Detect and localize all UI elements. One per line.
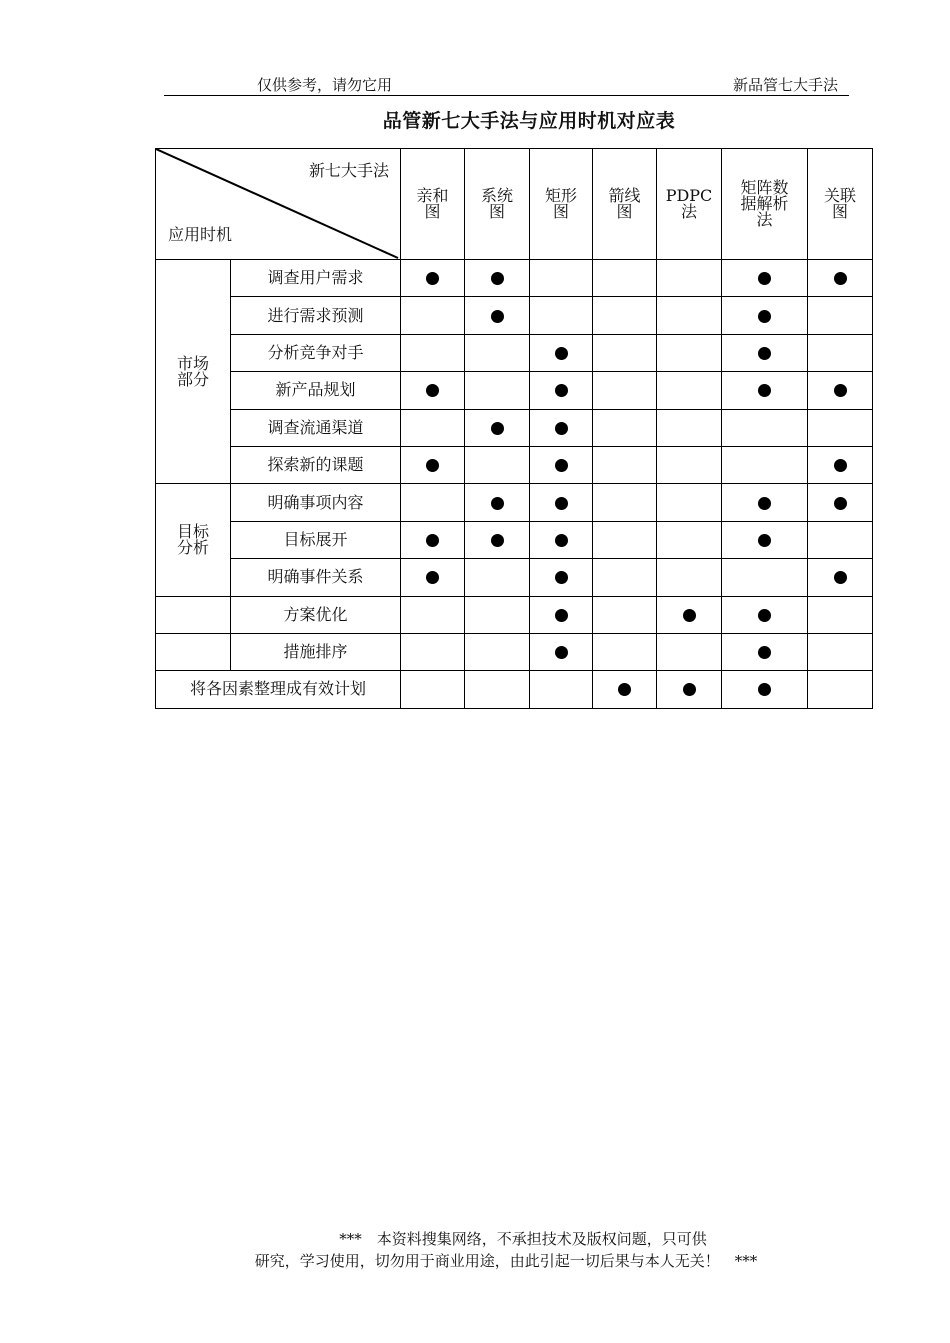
filled-circle-mark <box>834 459 847 472</box>
mark-cell <box>593 446 657 483</box>
row-label: 分析竞争对手 <box>231 334 401 371</box>
mark-cell <box>401 372 465 409</box>
group-label-line: 分析 <box>176 537 209 557</box>
mark-cell <box>808 559 873 596</box>
document-title: 品管新七大手法与应用时机对应表 <box>382 110 676 132</box>
mark-cell <box>593 260 657 297</box>
mark-cell <box>593 409 657 446</box>
mark-cell <box>401 297 465 334</box>
filled-circle-mark <box>758 310 771 323</box>
filled-circle-mark <box>491 534 504 547</box>
mark-cell <box>808 297 873 334</box>
column-header-line: 图 <box>831 202 848 221</box>
mark-cell <box>657 297 722 334</box>
filled-circle-mark <box>683 609 696 622</box>
mark-cell <box>722 484 808 521</box>
mark-cell <box>593 484 657 521</box>
mark-cell <box>808 409 873 446</box>
mark-cell <box>465 484 530 521</box>
mark-cell <box>530 372 593 409</box>
group-label-line: 目标 <box>176 521 209 541</box>
mark-cell <box>657 521 722 558</box>
table-row <box>156 409 873 446</box>
mark-cell <box>530 334 593 371</box>
mark-cell <box>722 521 808 558</box>
mark-cell <box>465 372 530 409</box>
mark-cell <box>401 633 465 670</box>
mark-cell <box>593 596 657 633</box>
group-label-line: 部分 <box>176 369 209 389</box>
filled-circle-mark <box>683 683 696 696</box>
column-header-line: 亲和 <box>416 186 449 205</box>
mark-cell <box>657 633 722 670</box>
row-label: 调查用户需求 <box>231 260 401 297</box>
column-header-arrow <box>593 149 657 260</box>
column-header-line: 法 <box>756 210 773 229</box>
table-row <box>156 372 873 409</box>
mark-cell <box>530 633 593 670</box>
mark-cell <box>722 596 808 633</box>
column-header-line: 系统 <box>480 186 513 205</box>
column-header-line: 矩阵数 <box>740 178 789 197</box>
filled-circle-mark <box>555 384 568 397</box>
mark-cell <box>593 521 657 558</box>
mark-cell <box>808 596 873 633</box>
row-label: 进行需求预测 <box>231 297 401 334</box>
mark-cell <box>593 671 657 708</box>
row-label: 探索新的课题 <box>231 446 401 483</box>
row-label: 调查流通渠道 <box>231 409 401 446</box>
mark-cell <box>722 409 808 446</box>
table-row <box>156 596 873 633</box>
filled-circle-mark <box>426 534 439 547</box>
header-left-text: 仅供参考，请勿它用 <box>257 76 393 94</box>
mark-cell <box>593 372 657 409</box>
table-row <box>156 260 873 297</box>
filled-circle-mark <box>555 646 568 659</box>
filled-circle-mark <box>758 683 771 696</box>
column-header-line: 箭线 <box>608 186 641 205</box>
column-header-affinity <box>401 149 465 260</box>
group-label-empty <box>156 633 231 670</box>
filled-circle-mark <box>758 534 771 547</box>
filled-circle-mark <box>426 571 439 584</box>
filled-circle-mark <box>758 609 771 622</box>
filled-circle-mark <box>758 384 771 397</box>
mark-cell <box>465 297 530 334</box>
filled-circle-mark <box>834 384 847 397</box>
mark-cell <box>530 297 593 334</box>
filled-circle-mark <box>834 571 847 584</box>
mark-cell <box>722 260 808 297</box>
mark-cell <box>530 446 593 483</box>
mark-cell <box>401 334 465 371</box>
mark-cell <box>593 297 657 334</box>
mark-cell <box>808 334 873 371</box>
mark-cell <box>401 446 465 483</box>
mark-cell <box>465 596 530 633</box>
table-row <box>156 484 873 521</box>
column-header-line: 图 <box>424 202 441 221</box>
mark-cell <box>530 559 593 596</box>
mark-cell <box>401 260 465 297</box>
filled-circle-mark <box>491 310 504 323</box>
mark-cell <box>722 559 808 596</box>
filled-circle-mark <box>555 571 568 584</box>
mark-cell <box>465 446 530 483</box>
mark-cell <box>657 334 722 371</box>
header-right-text: 新品管七大手法 <box>733 76 839 94</box>
filled-circle-mark <box>555 347 568 360</box>
footer-disclaimer-line2: 研究，学习使用，切勿用于商业用途，由此引起一切后果与本人无关！ *** <box>254 1252 758 1270</box>
column-header-matrix <box>530 149 593 260</box>
mark-cell <box>530 260 593 297</box>
mark-cell <box>722 334 808 371</box>
filled-circle-mark <box>426 384 439 397</box>
column-header-tree <box>465 149 530 260</box>
mark-cell <box>657 559 722 596</box>
table-row <box>156 671 873 708</box>
table-row <box>156 446 873 483</box>
mark-cell <box>465 409 530 446</box>
column-header-line: 图 <box>552 202 569 221</box>
filled-circle-mark <box>758 497 771 510</box>
column-header-pdpc <box>657 149 722 260</box>
mark-cell <box>465 260 530 297</box>
filled-circle-mark <box>834 272 847 285</box>
mark-cell <box>401 484 465 521</box>
filled-circle-mark <box>491 422 504 435</box>
table-corner-cell <box>156 149 401 260</box>
mark-cell <box>401 671 465 708</box>
mark-cell <box>657 671 722 708</box>
table-row <box>156 521 873 558</box>
filled-circle-mark <box>758 272 771 285</box>
column-header-line: PDPC <box>665 186 713 205</box>
row-label: 新产品规划 <box>231 372 401 409</box>
mark-cell <box>808 633 873 670</box>
column-header-line: 图 <box>488 202 505 221</box>
row-label: 明确事件关系 <box>231 559 401 596</box>
column-header-line: 法 <box>680 202 697 221</box>
table-row <box>156 334 873 371</box>
group-label-line: 市场 <box>176 353 209 373</box>
mark-cell <box>808 446 873 483</box>
table-row <box>156 559 873 596</box>
header-rule <box>164 95 849 96</box>
column-header-relation <box>808 149 873 260</box>
table-row <box>156 297 873 334</box>
mark-cell <box>808 671 873 708</box>
row-label: 措施排序 <box>231 633 401 670</box>
filled-circle-mark <box>555 534 568 547</box>
mark-cell <box>808 484 873 521</box>
mark-cell <box>657 446 722 483</box>
column-header-line: 图 <box>616 202 633 221</box>
filled-circle-mark <box>758 347 771 360</box>
mark-cell <box>530 596 593 633</box>
mark-cell <box>657 409 722 446</box>
mark-cell <box>465 671 530 708</box>
table-row <box>156 633 873 670</box>
mark-cell <box>401 521 465 558</box>
mark-cell <box>808 521 873 558</box>
filled-circle-mark <box>618 683 631 696</box>
column-header-line: 据解析 <box>740 194 789 213</box>
mark-cell <box>465 633 530 670</box>
filled-circle-mark <box>426 272 439 285</box>
mark-cell <box>722 671 808 708</box>
group-label-empty <box>156 596 231 633</box>
mark-cell <box>808 372 873 409</box>
mark-cell <box>530 521 593 558</box>
row-label: 方案优化 <box>231 596 401 633</box>
column-header-line: 矩形 <box>544 186 577 205</box>
group-label-market <box>156 260 231 484</box>
column-header-matrix-data <box>722 149 808 260</box>
filled-circle-mark <box>555 497 568 510</box>
mark-cell <box>657 484 722 521</box>
mark-cell <box>465 559 530 596</box>
corner-top-label: 新七大手法 <box>308 161 389 180</box>
filled-circle-mark <box>426 459 439 472</box>
group-label-target <box>156 484 231 596</box>
footer-disclaimer-line1: *** 本资料搜集网络，不承担技术及版权问题，只可供 <box>339 1230 707 1248</box>
mark-cell <box>657 596 722 633</box>
filled-circle-mark <box>834 497 847 510</box>
filled-circle-mark <box>491 497 504 510</box>
mark-cell <box>722 297 808 334</box>
mark-cell <box>722 633 808 670</box>
filled-circle-mark <box>491 272 504 285</box>
mark-cell <box>808 260 873 297</box>
mark-cell <box>465 334 530 371</box>
mark-cell <box>657 260 722 297</box>
row-label: 明确事项内容 <box>231 484 401 521</box>
filled-circle-mark <box>555 422 568 435</box>
filled-circle-mark <box>758 646 771 659</box>
mark-cell <box>530 409 593 446</box>
mark-cell <box>722 446 808 483</box>
corner-bottom-label: 应用时机 <box>168 225 233 244</box>
mark-cell <box>465 521 530 558</box>
mark-cell <box>593 633 657 670</box>
filled-circle-mark <box>555 609 568 622</box>
mark-cell <box>401 559 465 596</box>
mark-cell <box>593 559 657 596</box>
mark-cell <box>722 372 808 409</box>
methods-timing-table <box>155 148 873 709</box>
mark-cell <box>657 372 722 409</box>
mark-cell <box>530 671 593 708</box>
row-label: 目标展开 <box>231 521 401 558</box>
mark-cell <box>530 484 593 521</box>
column-header-line: 关联 <box>823 186 856 205</box>
row-label: 将各因素整理成有效计划 <box>156 671 401 708</box>
mark-cell <box>593 334 657 371</box>
mark-cell <box>401 409 465 446</box>
mark-cell <box>401 596 465 633</box>
filled-circle-mark <box>555 459 568 472</box>
